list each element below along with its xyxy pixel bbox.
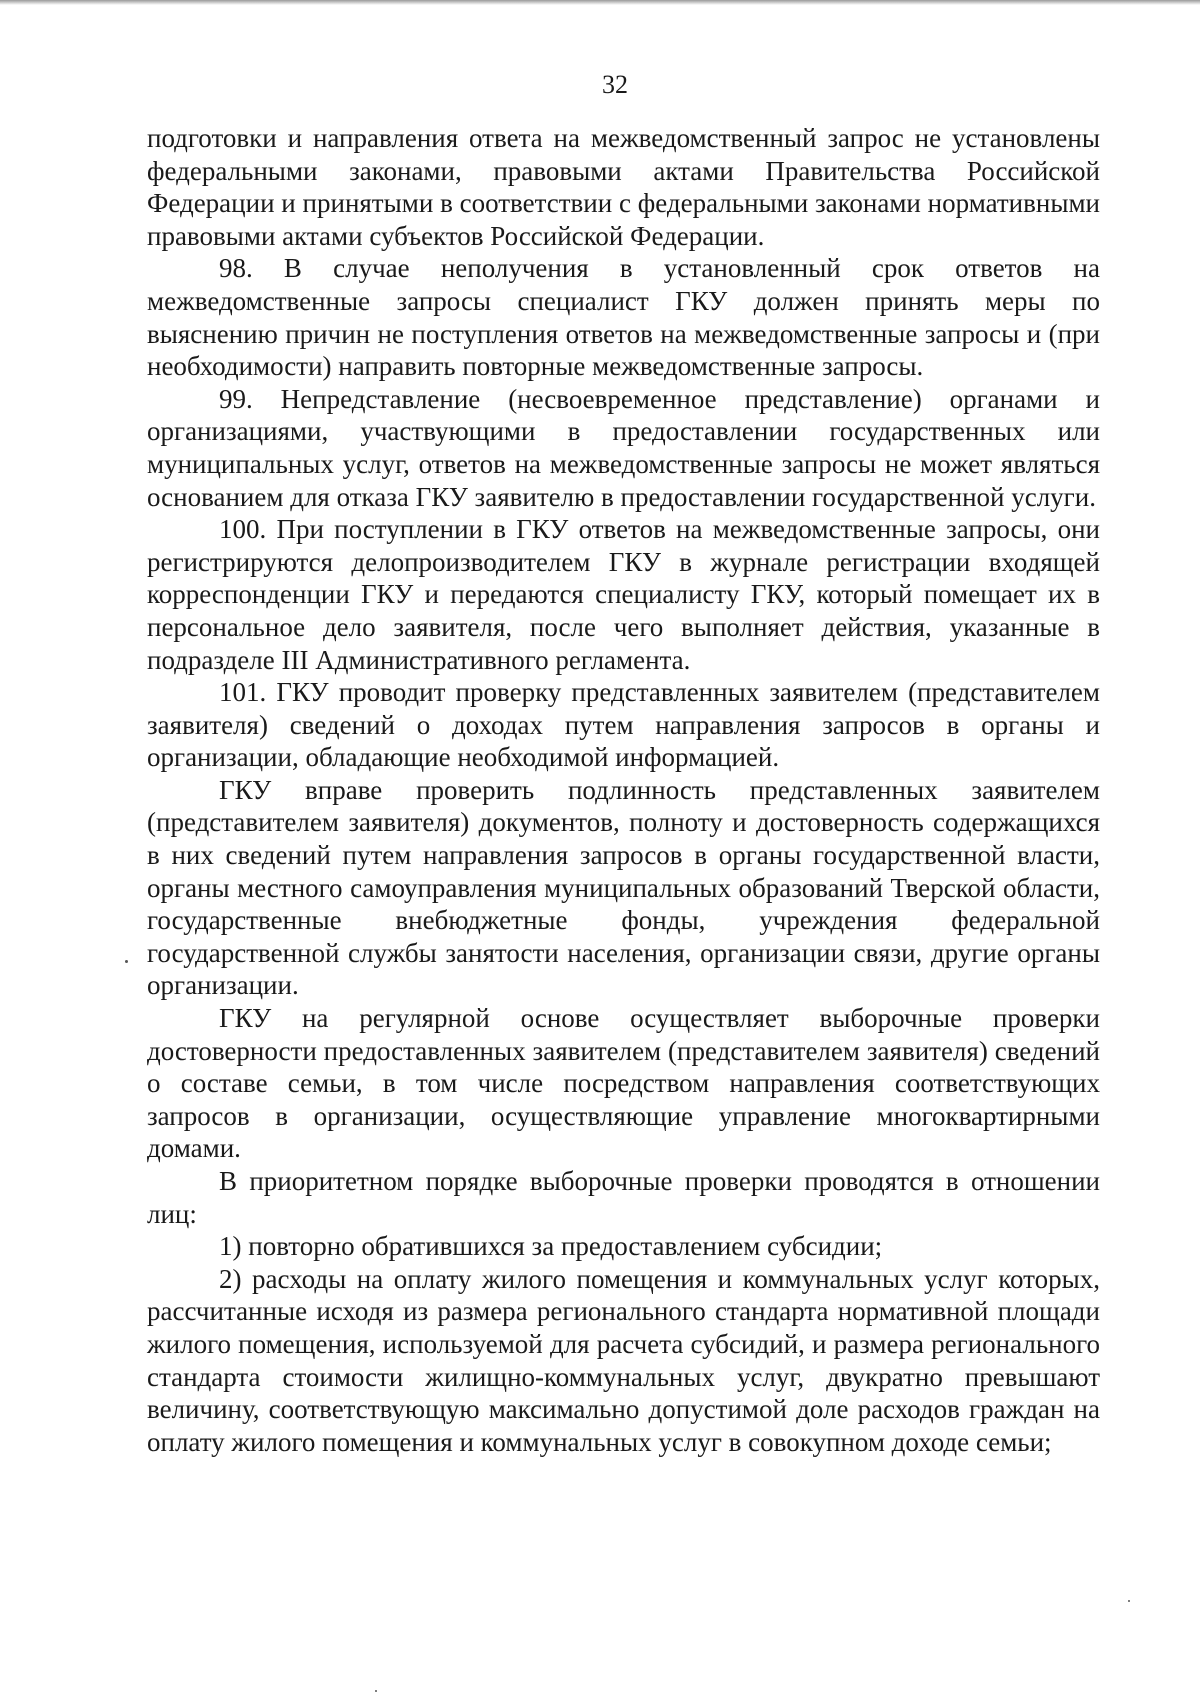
paragraph-98: 98. В случае неполучения в установленный срок ответов на межведомственные запросы специалист ГКУ должен принять меры по выяснению причин не поступления ответов на межведомственные запросы и (при необходимости) направить повторные межведомственные запросы. <box>147 253 1100 382</box>
paragraph-101-priority-checks: В приоритетном порядке выборочные проверки проводятся в отношении лиц: <box>147 1166 1100 1229</box>
document-body <box>147 122 1100 1458</box>
paragraph-101: 101. ГКУ проводит проверку представленных заявителем (представителем заявителя) сведений о доходах путем направления запросов в органы и организации, обладающие необходимой информацией. <box>147 677 1100 773</box>
paragraph-100: 100. При поступлении в ГКУ ответов на межведомственные запросы, они регистрируются делопроизводителем ГКУ в журнале регистрации входящей корреспонденции ГКУ и передаются специалисту ГКУ, который помещает их в персональное дело заявителя, после чего выполняет действия, указанные в подразделе III Административного регламента. <box>147 514 1100 675</box>
paragraph-continuation: подготовки и направления ответа на межведомственный запрос не установлены федеральными законами, правовыми актами Правительства Российской Федерации и принятыми в соответствии с федеральными законами нормативными правовыми актами субъектов Российской Федерации. <box>147 123 1100 251</box>
scan-speck <box>1128 1600 1130 1602</box>
paragraph-101-regular-checks: ГКУ на регулярной основе осуществляет выборочные проверки достоверности предоставленных заявителем (представителем заявителя) сведений о составе семьи, в том числе посредством направления соответствующих запросов в организации, осуществляющие управление многоквартирными домами. <box>147 1003 1100 1164</box>
scan-top-edge <box>0 0 1200 5</box>
page-number: 32 <box>602 70 628 99</box>
list-item-2: 2) расходы на оплату жилого помещения и коммунальных услуг которых, рассчитанные исходя из размера регионального стандарта нормативной площади жилого помещения, используемой для расчета субсидий, и размера регионального стандарта стоимости жилищно-коммунальных услуг, двукратно превышают величину, соответствующую максимально допустимой доле расходов граждан на оплату жилого помещения и коммунальных услуг в совокупном доходе семьи; <box>147 1263 1100 1457</box>
paragraph-99: 99. Непредставление (несвоевременное представление) органами и организациями, участвующими в предоставлении государственных или муниципальных услуг, ответов на межведомственные запросы не может являться основанием для отказа ГКУ заявителю в предоставлении государственной услуги. <box>147 383 1100 512</box>
paragraph-101-verification-rights: ГКУ вправе проверить подлинность представленных заявителем (представителем заявителя) документов, полноту и достоверность содержащихся в них сведений путем направления запросов в органы государственной власти, органы местного самоуправления муниципальных образований Тверской области, государственные внебюджетные фонды, учреждения федеральной государственной службы занятости населения, организации связи, другие органы организации. <box>147 774 1100 1001</box>
list-item-1: 1) повторно обратившихся за предоставлением субсидии; <box>219 1231 883 1262</box>
scan-speck <box>375 1690 377 1692</box>
scan-speck <box>125 960 128 963</box>
